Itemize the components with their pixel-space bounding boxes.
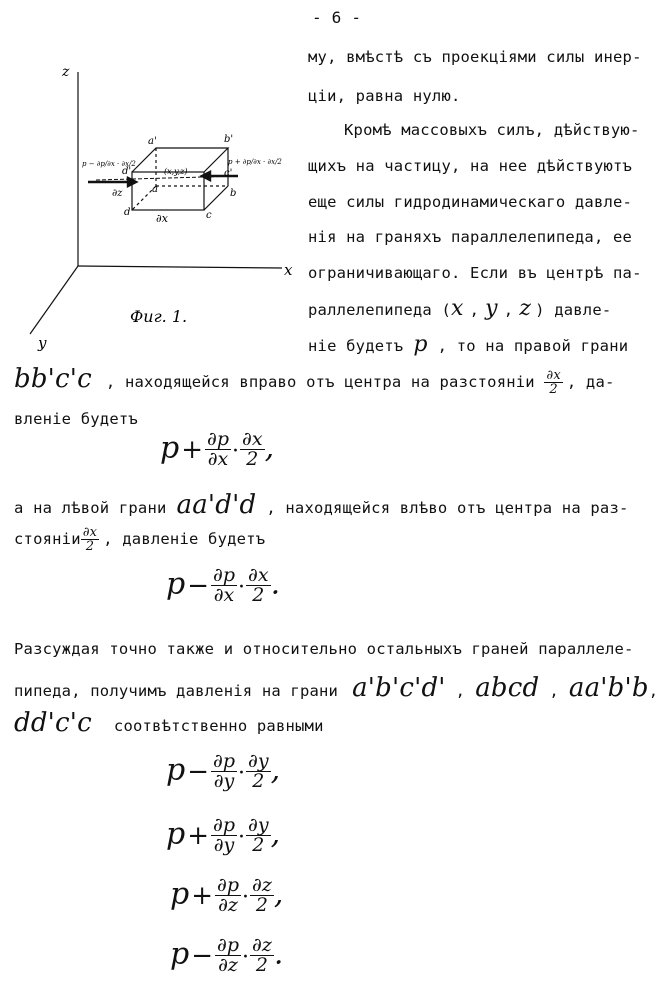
vertex-label-c: c — [206, 210, 212, 221]
text-line-10 — [14, 364, 615, 396]
formula-dot: · — [238, 760, 246, 786]
axis-x-line — [78, 266, 282, 268]
formula-half — [246, 752, 271, 791]
axis-y-label: y — [38, 334, 47, 352]
formula-2 — [166, 566, 280, 605]
formula-half — [246, 566, 271, 605]
coord-z: z — [519, 296, 532, 321]
fraction-den: 2 — [549, 382, 558, 397]
formula-op: + — [191, 880, 214, 911]
text-line-5: еще силы гидродинамическаго давле- — [308, 193, 633, 211]
face-abcd: abcd — [475, 673, 540, 703]
symbol-p: p — [413, 332, 428, 357]
formula-derivative — [215, 876, 241, 915]
text-line-16 — [14, 708, 324, 738]
edge-dz-label: ∂z — [112, 188, 123, 199]
formula-op: + — [187, 820, 210, 851]
text-line-12-end: , находящейся влѣво отъ центра на раз- — [266, 499, 629, 517]
text-line-16-end: соотвѣтственно равными — [113, 717, 324, 735]
face-sep-1: , — [455, 682, 466, 700]
fraction-dx-2 — [544, 369, 562, 396]
half-num: ∂x — [242, 428, 263, 450]
formula-derivative — [211, 752, 237, 791]
half-num: ∂x — [248, 564, 269, 586]
half-den: 2 — [246, 448, 259, 470]
vertex-label-c-prime: c' — [224, 168, 233, 179]
derivative-den: ∂x — [213, 584, 235, 606]
vertex-label-d-prime: d' — [122, 166, 132, 177]
derivative-num: ∂p — [213, 564, 236, 586]
face-bbcc: bb'c'c — [14, 364, 92, 394]
formula-p: p — [166, 816, 186, 852]
formula-3 — [166, 752, 280, 791]
force-arrows — [88, 172, 238, 186]
half-den: 2 — [252, 770, 265, 792]
text-line-8-end: ) давле- — [535, 301, 612, 319]
edge-dx-label: ∂x — [156, 212, 168, 225]
face-aabb: aa'b'b — [568, 673, 649, 703]
face-aadd: aa'd'd — [176, 490, 257, 520]
formula-op: − — [187, 756, 210, 787]
formula-1 — [160, 430, 274, 469]
formula-op: + — [181, 434, 204, 465]
formula-end: , — [270, 816, 281, 852]
comma-1: , — [469, 301, 480, 319]
fraction-num: ∂x — [82, 525, 98, 540]
formula-end: . — [270, 566, 281, 602]
axis-y-line — [30, 266, 78, 334]
face-sep-3: , — [648, 682, 658, 700]
text-line-13-start: стояніи — [14, 530, 81, 548]
text-line-11: вленіе будетъ — [14, 410, 138, 428]
text-line-9 — [308, 332, 628, 357]
formula-dot: · — [242, 944, 250, 970]
formula-dot: · — [242, 884, 250, 910]
formula-half — [250, 876, 274, 915]
formula-end: , — [273, 876, 284, 912]
formula-derivative — [211, 566, 237, 605]
comma-2: , — [503, 301, 514, 319]
formula-4 — [166, 816, 280, 855]
text-line-2: ціи, равна нулю. — [308, 87, 461, 105]
vertex-label-b: b — [230, 188, 237, 199]
right-force-label: p + ∂p/∂x · ∂x/2 — [228, 158, 282, 166]
derivative-num: ∂p — [213, 814, 236, 836]
face-sep-2: , — [549, 682, 559, 700]
face-ddcc: dd'c'c — [14, 708, 92, 738]
text-line-12-start: а на лѣвой грани — [14, 499, 167, 517]
center-label: (x,y,z) — [164, 167, 188, 176]
fraction-den: 2 — [85, 539, 95, 554]
text-line-4: щихъ на частицу, на нее дѣйствуютъ — [308, 157, 633, 175]
half-num: ∂z — [252, 934, 272, 956]
text-line-13 — [14, 526, 265, 553]
derivative-den: ∂y — [213, 770, 235, 792]
text-line-10-end: , да- — [566, 373, 615, 391]
half-num: ∂y — [248, 750, 269, 772]
half-num: ∂z — [252, 874, 272, 896]
text-line-9-start: ніе будетъ — [308, 337, 404, 355]
text-line-10-mid: , находящейся вправо отъ центра на разстояніи — [105, 373, 535, 391]
formula-6 — [170, 936, 283, 975]
text-line-14: Разсуждая точно также и относительно остальныхъ граней параллеле- — [14, 640, 634, 658]
text-line-12 — [14, 490, 629, 520]
fraction-dx-2-b — [81, 526, 99, 553]
face-abcd-prime: a'b'c'd' — [352, 673, 446, 703]
half-den: 2 — [255, 894, 268, 916]
vertex-label-a: a — [152, 184, 158, 195]
half-num: ∂y — [248, 814, 269, 836]
figure-1 — [0, 52, 300, 412]
derivative-num: ∂p — [217, 934, 240, 956]
coord-x: x — [450, 296, 464, 321]
formula-half — [250, 936, 274, 975]
text-line-15-start: пипеда, получимъ давленія на грани — [14, 682, 339, 700]
derivative-num: ∂p — [217, 874, 240, 896]
formula-p: p — [160, 430, 180, 466]
vertex-label-b-prime: b' — [224, 134, 234, 145]
formula-dot: · — [232, 438, 240, 464]
formula-derivative — [211, 816, 237, 855]
derivative-num: ∂p — [207, 428, 230, 450]
formula-p: p — [166, 752, 186, 788]
derivative-den: ∂y — [213, 834, 235, 856]
text-line-15 — [14, 673, 658, 703]
half-den: 2 — [255, 954, 268, 976]
formula-derivative — [205, 430, 231, 469]
formula-half — [240, 430, 265, 469]
formula-end: , — [270, 752, 281, 788]
formula-dot: · — [238, 824, 246, 850]
axis-x-label: x — [284, 261, 293, 279]
half-den: 2 — [252, 584, 265, 606]
formula-end: , — [264, 430, 275, 466]
derivative-den: ∂z — [218, 894, 238, 916]
text-line-13-end: , давленіе будетъ — [103, 530, 266, 548]
vertex-label-d: d — [124, 207, 131, 218]
derivative-den: ∂z — [218, 954, 238, 976]
formula-p: p — [166, 566, 186, 602]
parallelepiped — [96, 148, 240, 210]
text-line-1: му, вмѣстѣ съ проекціями силы инер- — [308, 48, 642, 66]
text-line-8 — [308, 296, 611, 321]
formula-derivative — [215, 936, 241, 975]
formula-p: p — [170, 936, 190, 972]
derivative-den: ∂x — [207, 448, 229, 470]
coord-y: y — [485, 296, 498, 321]
half-den: 2 — [252, 834, 265, 856]
formula-p: p — [170, 876, 190, 912]
formula-op: − — [187, 570, 210, 601]
figure-caption: Фиг. 1. — [130, 307, 188, 326]
formula-half — [246, 816, 271, 855]
derivative-num: ∂p — [213, 750, 236, 772]
text-line-3: Кромѣ массовыхъ силъ, дѣйствую- — [344, 121, 640, 139]
formula-op: − — [191, 940, 214, 971]
text-line-8-start: раллелепипеда ( — [308, 301, 451, 319]
vertex-label-a-prime: a' — [148, 136, 157, 147]
page-number: - 6 - — [312, 8, 362, 27]
formula-dot: · — [238, 574, 246, 600]
text-line-9-end: , то на правой грани — [437, 337, 629, 355]
formula-5 — [170, 876, 283, 915]
axis-z-label: z — [62, 64, 70, 80]
formula-end: . — [273, 936, 284, 972]
text-line-6: нія на граняхъ параллелепипеда, ее — [308, 228, 633, 246]
left-force-label: p − ∂p/∂x · ∂x/2 — [82, 160, 136, 168]
fraction-num: ∂x — [546, 368, 561, 383]
text-line-7: ограничивающаго. Если въ центрѣ па- — [308, 264, 642, 282]
